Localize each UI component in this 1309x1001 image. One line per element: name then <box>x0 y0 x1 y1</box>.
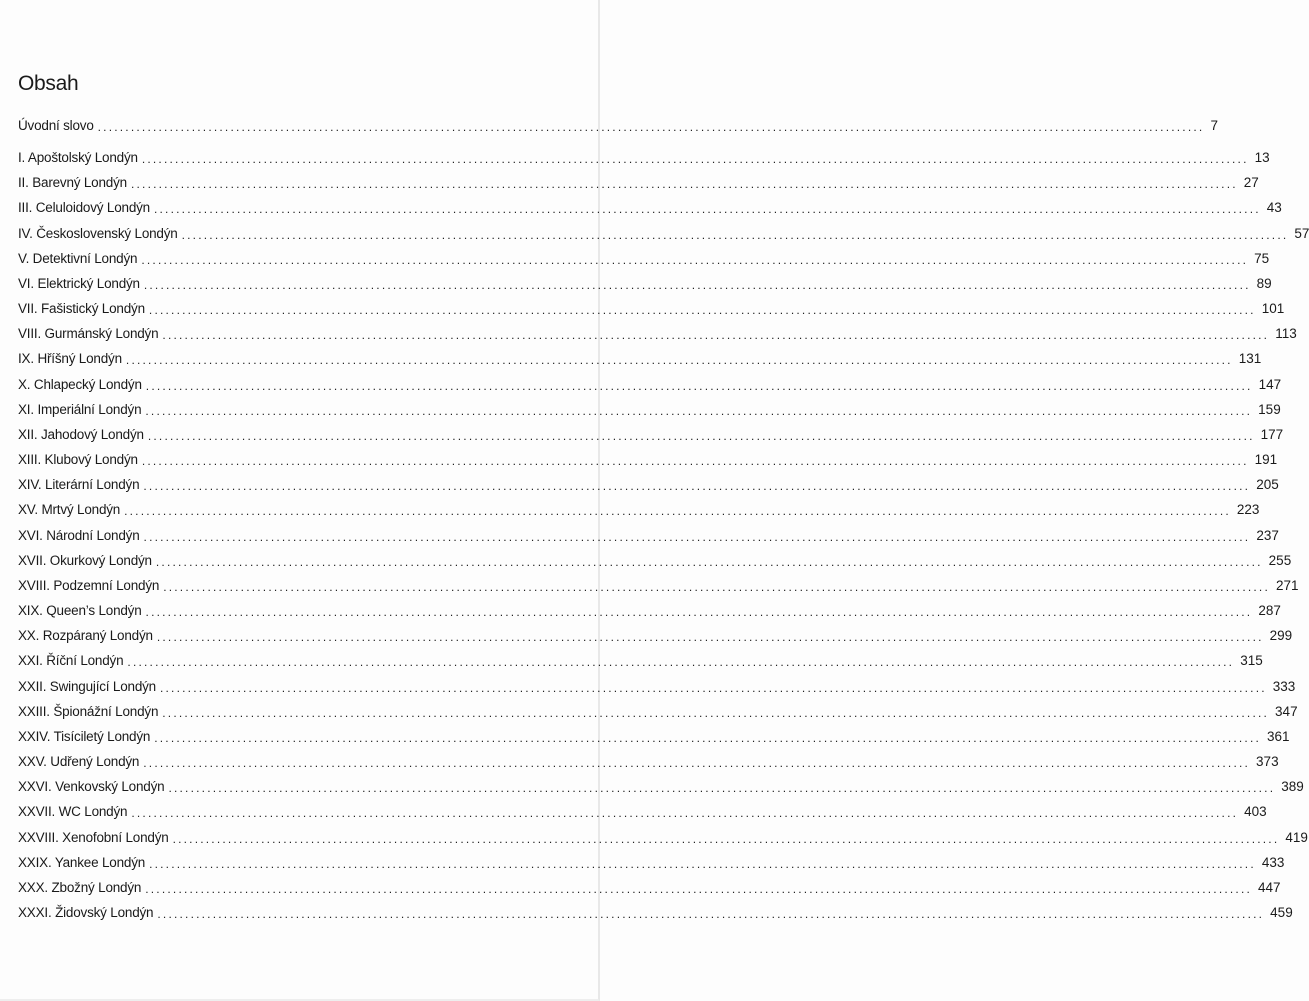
toc-entry-label: XIX. Queen’s Londýn <box>18 603 142 619</box>
toc-entry <box>18 601 1281 621</box>
toc-entry-label: XII. Jahodový Londýn <box>18 426 144 442</box>
toc-entry-page: 447 <box>1258 879 1281 895</box>
toc-entry-label: XXV. Udřený Londýn <box>18 754 140 770</box>
dot-leader: ........................................................................................................................................................................................................ <box>143 277 1251 292</box>
dot-leader: ........................................................................................................................................................................................................ <box>154 730 1262 745</box>
toc-entry-page: 459 <box>1270 905 1293 921</box>
toc-entry <box>18 727 1290 747</box>
toc-entry <box>18 450 1278 470</box>
toc-entry <box>18 526 1279 546</box>
toc-entry-label: VIII. Gurmánský Londýn <box>18 326 159 342</box>
toc-entry-label: XXX. Zbožný Londýn <box>18 879 142 895</box>
toc-entry-page: 113 <box>1275 326 1297 342</box>
toc-entry-page: 315 <box>1240 653 1263 669</box>
toc-entry-label: XXIII. Špionážní Londýn <box>18 703 159 719</box>
dot-leader: ........................................................................................................................................................................................................ <box>148 303 1256 318</box>
toc-entry <box>18 375 1282 395</box>
toc-entry-label: XX. Rozpáraný Londýn <box>18 628 153 644</box>
dot-leader: ........................................................................................................................................................................................................ <box>97 120 1205 134</box>
toc-entry <box>18 903 1293 923</box>
toc-entry-page: 287 <box>1258 603 1281 619</box>
toc-entry <box>18 551 1292 571</box>
dot-leader: ........................................................................................................................................................................................................ <box>162 328 1270 343</box>
toc-entry-page: 271 <box>1275 577 1299 593</box>
dot-leader: ........................................................................................................................................................................................................ <box>162 705 1270 720</box>
toc-entry-page: 89 <box>1256 275 1272 291</box>
toc-entry <box>18 752 1279 772</box>
toc-entry-label: III. Celuloidový Londýn <box>18 200 150 216</box>
dot-leader: ........................................................................................................................................................................................................ <box>141 152 1249 166</box>
toc-entry <box>18 173 1259 193</box>
toc-entry <box>18 224 1309 244</box>
toc-entry-page: 27 <box>1243 175 1259 191</box>
toc-entry <box>18 500 1260 520</box>
dot-leader: ........................................................................................................................................................................................................ <box>153 202 1261 217</box>
toc-entry-label: II. Barevný Londýn <box>18 175 127 191</box>
toc-entry <box>18 425 1284 445</box>
toc-entry <box>18 324 1297 344</box>
toc-entry-page: 361 <box>1267 728 1290 744</box>
dot-leader: ........................................................................................................................................................................................................ <box>145 605 1253 620</box>
toc-entry-label: XXVI. Venkovský Londýn <box>18 779 165 795</box>
page-title: Obsah <box>18 72 79 95</box>
dot-leader: ........................................................................................................................................................................................................ <box>159 680 1267 695</box>
toc-entry <box>18 677 1296 697</box>
toc-entry <box>18 349 1262 369</box>
dot-leader: ........................................................................................................................................................................................................ <box>143 756 1251 771</box>
dot-leader: ........................................................................................................................................................................................................ <box>156 630 1264 645</box>
toc-entry-label: XXVIII. Xenofobní Londýn <box>18 829 169 845</box>
toc-entry-page: 255 <box>1268 552 1292 568</box>
toc-entry-page: 191 <box>1254 452 1278 468</box>
dot-leader: ........................................................................................................................................................................................................ <box>125 353 1233 368</box>
toc-entry <box>18 400 1281 420</box>
toc-entry <box>18 198 1282 218</box>
toc-entry-page: 205 <box>1256 477 1279 493</box>
toc-entry <box>18 274 1272 294</box>
dot-leader: ........................................................................................................................................................................................................ <box>145 881 1253 896</box>
toc-entry <box>18 651 1263 671</box>
toc-entry-page: 299 <box>1269 628 1293 644</box>
toc-entry-page: 223 <box>1236 502 1260 518</box>
dot-leader: ........................................................................................................................................................................................................ <box>141 454 1249 469</box>
toc-entry-page: 403 <box>1244 804 1267 820</box>
toc-entry-label: VI. Elektrický Londýn <box>18 275 140 291</box>
toc-entry-label: XIII. Klubový Londýn <box>18 452 138 468</box>
toc-entry-page: 13 <box>1254 150 1270 165</box>
dot-leader: ........................................................................................................................................................................................................ <box>145 378 1253 393</box>
dot-leader: ........................................................................................................................................................................................................ <box>155 554 1263 569</box>
dot-leader: ........................................................................................................................................................................................................ <box>141 252 1249 267</box>
toc-entry-label: I. Apoštolský Londýn <box>18 150 138 165</box>
toc-entry-label: XVIII. Podzemní Londýn <box>18 577 160 593</box>
toc-entry <box>18 148 1270 168</box>
toc-entry <box>18 475 1279 495</box>
toc-entry <box>18 299 1285 319</box>
toc-entry-page: 43 <box>1266 200 1282 216</box>
toc-entry <box>18 878 1281 898</box>
toc-entry-page: 131 <box>1238 351 1262 367</box>
toc-entry-label: XXIX. Yankee Londýn <box>18 854 146 870</box>
toc-entry-label: VII. Fašistický Londýn <box>18 301 145 317</box>
toc-entry-label: XXXI. Židovský Londýn <box>18 905 154 921</box>
dot-leader: ........................................................................................................................................................................................................ <box>131 806 1239 821</box>
toc-entry-page: 389 <box>1281 779 1304 795</box>
dot-leader: ........................................................................................................................................................................................................ <box>181 227 1289 242</box>
toc-entry <box>18 802 1267 822</box>
toc-entry-label: XXI. Říční Londýn <box>18 653 124 669</box>
toc-entry-label: XXVII. WC Londýn <box>18 804 128 820</box>
toc-entry <box>18 626 1293 646</box>
toc-entry-page: 347 <box>1275 703 1298 719</box>
toc-entry-label: XIV. Literární Londýn <box>18 477 140 493</box>
dot-leader: ........................................................................................................................................................................................................ <box>149 856 1256 871</box>
toc-entry-label: X. Chlapecký Londýn <box>18 376 142 392</box>
toc-entry-label: XI. Imperiální Londýn <box>18 401 142 417</box>
dot-leader: ........................................................................................................................................................................................................ <box>124 504 1231 519</box>
toc-entry <box>18 576 1299 596</box>
toc-entry-page: 159 <box>1258 401 1281 417</box>
toc-entry-page: 433 <box>1261 854 1285 870</box>
toc-entry-page: 7 <box>1210 118 1218 133</box>
dot-leader: ........................................................................................................................................................................................................ <box>157 907 1265 922</box>
toc-entry-label: XVI. Národní Londýn <box>18 527 140 543</box>
dot-leader: ........................................................................................................................................................................................................ <box>168 781 1276 796</box>
dot-leader: ........................................................................................................................................................................................................ <box>145 403 1253 418</box>
toc-entry-label: Úvodní slovo <box>18 118 94 133</box>
toc-entry-page: 237 <box>1256 527 1279 543</box>
toc-entry <box>18 777 1304 797</box>
toc-entry-page: 57 <box>1294 225 1309 241</box>
toc-entry-label: IV. Československý Londýn <box>18 225 178 241</box>
toc-entry <box>18 853 1285 873</box>
dot-leader: ........................................................................................................................................................................................................ <box>147 428 1255 443</box>
dot-leader: ........................................................................................................................................................................................................ <box>163 579 1270 594</box>
dot-leader: ........................................................................................................................................................................................................ <box>130 177 1238 192</box>
toc-entry <box>18 249 1270 269</box>
toc-entry <box>18 828 1308 848</box>
toc-entry <box>18 702 1298 722</box>
toc-entry-label: XV. Mrtvý Londýn <box>18 502 121 518</box>
dot-leader: ........................................................................................................................................................................................................ <box>143 529 1251 544</box>
toc-entry-label: V. Detektivní Londýn <box>18 250 138 266</box>
toc-entry-intro <box>18 116 1218 136</box>
toc-entry-page: 373 <box>1256 754 1279 770</box>
toc-entry-label: XXIV. Tisíciletý Londýn <box>18 728 151 744</box>
toc-entry-page: 75 <box>1254 250 1270 266</box>
toc-entry-page: 101 <box>1261 301 1285 317</box>
toc-entry-page: 333 <box>1272 678 1296 694</box>
toc-entry-label: XVII. Okurkový Londýn <box>18 552 152 568</box>
dot-leader: ........................................................................................................................................................................................................ <box>127 655 1235 670</box>
toc-entry-label: IX. Hříšný Londýn <box>18 351 122 367</box>
toc-entry-page: 419 <box>1285 829 1308 845</box>
toc-entry-label: XXII. Swingující Londýn <box>18 678 156 694</box>
toc-entry-page: 147 <box>1258 376 1282 392</box>
dot-leader: ........................................................................................................................................................................................................ <box>143 479 1251 494</box>
dot-leader: ........................................................................................................................................................................................................ <box>172 831 1280 846</box>
toc-entry-page: 177 <box>1260 426 1284 442</box>
